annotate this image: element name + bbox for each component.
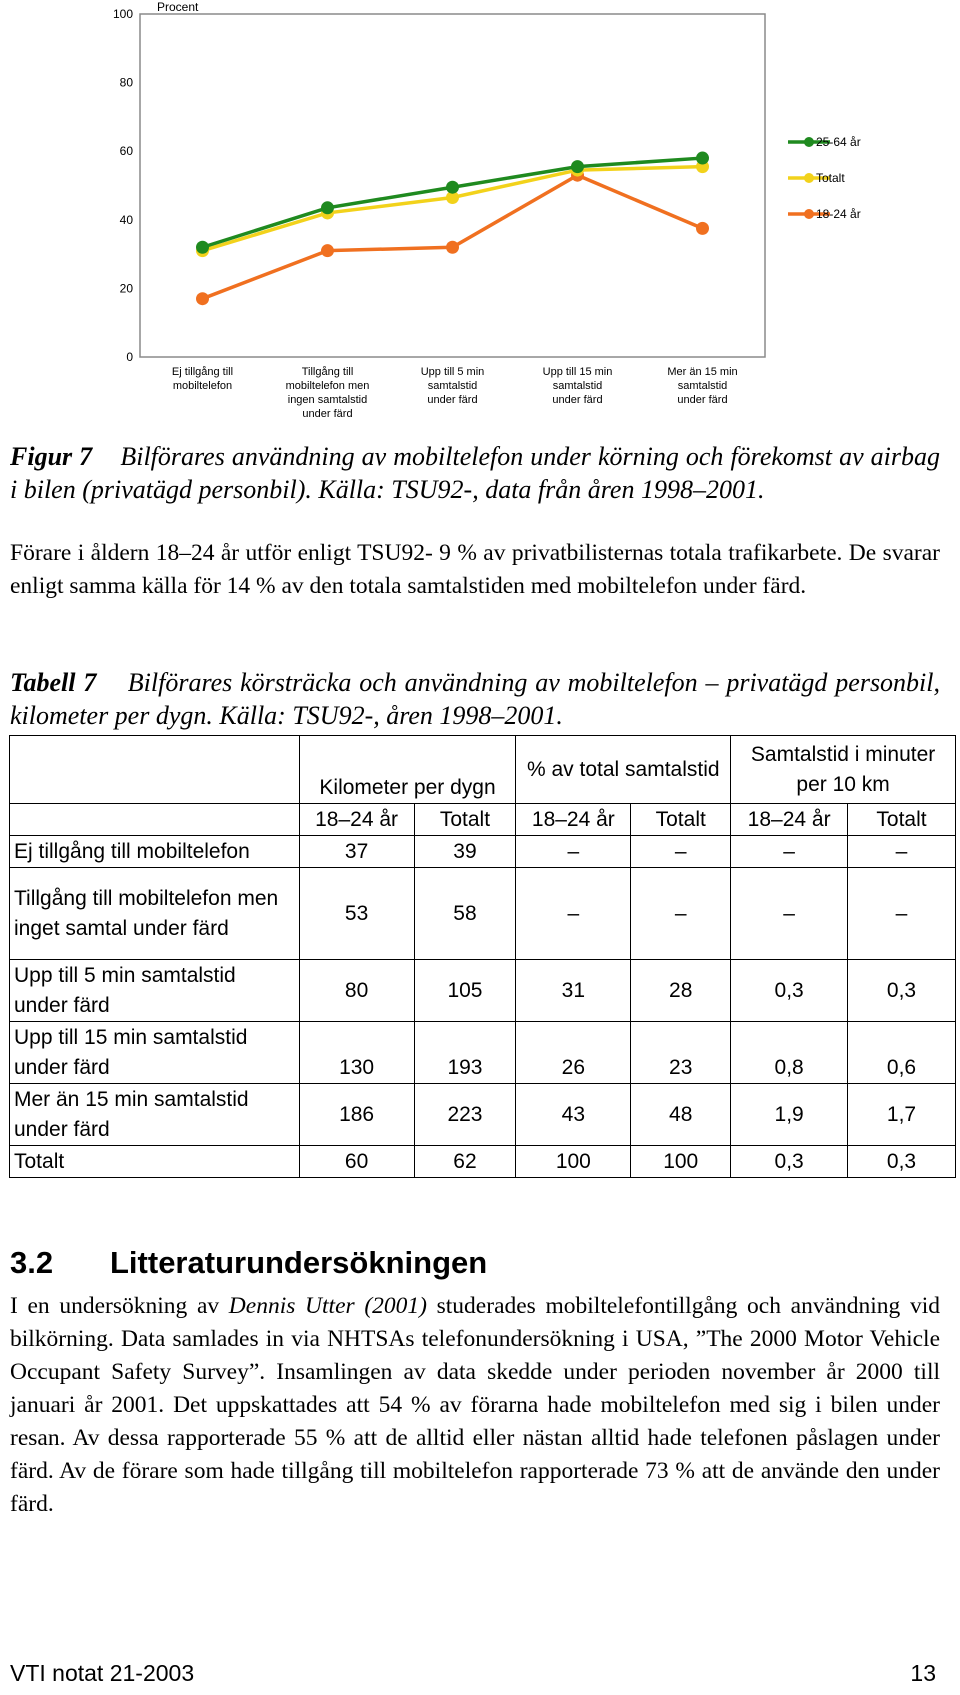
table-caption	[10, 666, 940, 732]
reference: Dennis Utter (2001)	[228, 1293, 427, 1319]
table-cell: 100	[631, 1146, 731, 1178]
y-axis-label: Procent	[157, 0, 199, 14]
table-cell: 60	[299, 1146, 414, 1178]
data-point	[446, 181, 459, 194]
data-point	[321, 201, 334, 214]
y-tick-label: 0	[126, 350, 133, 364]
data-point	[696, 152, 709, 165]
table-row	[10, 836, 956, 868]
column-header: 18–24 år	[299, 804, 414, 836]
table-subheader-row	[10, 804, 956, 836]
x-tick-line: Mer än 15 min	[667, 366, 738, 378]
table-cell: 23	[631, 1022, 731, 1084]
table-cell: 48	[631, 1084, 731, 1146]
paragraph-text: I en undersökning av	[10, 1293, 229, 1319]
table-cell: 0,3	[848, 960, 956, 1022]
table-cell: 43	[516, 1084, 631, 1146]
table-cell: –	[516, 868, 631, 960]
table-label: Tabell 7	[10, 668, 97, 697]
legend-label: Totalt	[816, 171, 845, 185]
data-point	[571, 160, 584, 173]
y-tick-label: 20	[119, 281, 133, 296]
table-cell: –	[731, 868, 848, 960]
table-cell: –	[631, 836, 731, 868]
legend-swatch-marker	[804, 137, 814, 147]
table-row	[10, 1146, 956, 1178]
data-table	[9, 735, 956, 1178]
table-empty-cell	[10, 804, 300, 836]
y-tick-label: 100	[112, 7, 133, 21]
x-tick-line: samtalstid	[427, 380, 478, 392]
x-tick-label	[172, 366, 233, 392]
table-cell: 62	[414, 1146, 516, 1178]
x-tick-line: under färd	[552, 394, 603, 406]
page-number: 13	[910, 1660, 936, 1686]
x-tick-label	[667, 366, 737, 406]
table-cell: 1,7	[848, 1084, 956, 1146]
table-header-row	[10, 736, 956, 804]
row-label: Upp till 15 min samtalstid under färd	[10, 1022, 300, 1084]
table-row	[10, 960, 956, 1022]
table-row	[10, 1022, 956, 1084]
table-row	[10, 868, 956, 960]
x-tick-line: Upp till 5 min	[420, 366, 485, 378]
x-tick-line: mobiltelefon	[172, 380, 233, 392]
table-cell: 105	[414, 960, 516, 1022]
table-cell: 1,9	[731, 1084, 848, 1146]
data-point	[446, 241, 459, 254]
table-cell: 223	[414, 1084, 516, 1146]
row-label: Ej tillgång till mobiltelefon	[10, 836, 300, 868]
y-tick-label: 60	[119, 144, 133, 159]
legend-label: 25-64 år	[816, 135, 861, 149]
column-header: 18–24 år	[731, 804, 848, 836]
table-corner-cell	[10, 736, 300, 804]
footer-left: VTI notat 21-2003	[10, 1660, 195, 1686]
column-header: Totalt	[631, 804, 731, 836]
legend	[788, 135, 861, 221]
table-cell: 0,3	[848, 1146, 956, 1178]
table-cell: 31	[516, 960, 631, 1022]
x-tick-label	[286, 366, 370, 420]
table-cell: –	[848, 836, 956, 868]
x-tick-label	[421, 366, 485, 406]
line-chart	[0, 0, 960, 440]
table-cell: –	[848, 868, 956, 960]
table-cell: –	[516, 836, 631, 868]
column-group-header: Kilometer per dygn	[299, 736, 516, 804]
figure-caption	[10, 440, 940, 506]
table-cell: 100	[516, 1146, 631, 1178]
table-cell: 193	[414, 1022, 516, 1084]
y-tick-label: 80	[119, 75, 133, 90]
table-cell: 58	[414, 868, 516, 960]
row-label: Tillgång till mobiltelefon men inget samtal under färd	[10, 868, 300, 960]
table-cell: 39	[414, 836, 516, 868]
table-cell: 53	[299, 868, 414, 960]
figure-caption-text: Bilförares användning av mobiltelefon under körning och förekomst av airbag i bilen (privatägd personbil). Källa: TSU92-, data från åren 1998–2001.	[10, 442, 940, 504]
column-header: 18–24 år	[516, 804, 631, 836]
legend-label: 18-24 år	[816, 207, 861, 221]
row-label: Mer än 15 min samtalstid under färd	[10, 1084, 300, 1146]
table-cell: 0,8	[731, 1022, 848, 1084]
section-title: Litteraturundersökningen	[110, 1245, 488, 1280]
x-tick-line: samtalstid	[552, 380, 603, 392]
x-tick-label	[543, 366, 613, 406]
body-paragraph: Förare i åldern 18–24 år utför enligt TSU92- 9 % av privatbilisternas totala trafikarbete. De svarar enligt samma källa för 14 % av den totala samtalstiden med mobiltelefon under färd.	[10, 540, 940, 599]
data-point	[196, 292, 209, 305]
table-cell: 37	[299, 836, 414, 868]
legend-swatch-marker	[804, 173, 814, 183]
x-tick-line: Ej tillgång till	[171, 366, 234, 378]
table-cell: 80	[299, 960, 414, 1022]
row-label: Totalt	[10, 1146, 300, 1178]
data-point	[196, 241, 209, 254]
y-tick-label: 40	[119, 212, 133, 227]
data-point	[696, 222, 709, 235]
table-cell: 26	[516, 1022, 631, 1084]
column-header: Totalt	[414, 804, 516, 836]
x-tick-line: under färd	[427, 394, 478, 406]
x-tick-line: Upp till 15 min	[542, 366, 613, 378]
x-axis	[172, 366, 738, 420]
table-row	[10, 1084, 956, 1146]
table-caption-text: Bilförares körsträcka och användning av mobiltelefon – privatägd personbil, kilometer per dygn. Källa: TSU92-, åren 1998–2001.	[10, 668, 941, 730]
table-cell: –	[631, 868, 731, 960]
table-cell: –	[731, 836, 848, 868]
section-heading	[10, 1245, 487, 1281]
x-tick-line: under färd	[677, 394, 728, 406]
section-number: 3.2	[10, 1245, 54, 1280]
x-tick-line: mobiltelefon men	[285, 380, 370, 392]
table-cell: 130	[299, 1022, 414, 1084]
data-point	[321, 244, 334, 257]
figure-label: Figur 7	[10, 442, 93, 471]
y-axis	[113, 7, 133, 364]
legend-swatch-marker	[804, 209, 814, 219]
column-header: Totalt	[848, 804, 956, 836]
column-group-header: % av total samtalstid	[516, 736, 731, 804]
x-tick-line: samtalstid	[677, 380, 728, 392]
x-tick-line: under färd	[302, 408, 353, 420]
table-cell: 0,3	[731, 1146, 848, 1178]
x-tick-line: Tillgång till	[301, 366, 354, 378]
paragraph-text: studerades mobiltelefontillgång och användning vid bilkörning. Data samlades in via NHTSAs telefonundersökning i USA, ”The 2000 Motor Vehicle Occupant Safety Survey”. Insamlingen av data skedde under perioden november år 2000 till januari år 2001. Det uppskattades att 54 % av förarna hade mobiltelefon med sig i bilen under resan. Av dessa rapporterade 55 % att de alltid eller nästan alltid hade telefonen påslagen under färd. Av de förare som hade tillgång till mobiltelefon rapporterade 73 % att de använde den under färd.	[10, 1293, 940, 1517]
x-tick-line: ingen samtalstid	[287, 394, 368, 406]
body-paragraph	[10, 1290, 940, 1521]
table-cell: 0,3	[731, 960, 848, 1022]
row-label: Upp till 5 min samtalstid under färd	[10, 960, 300, 1022]
table-cell: 28	[631, 960, 731, 1022]
table-cell: 186	[299, 1084, 414, 1146]
table-cell: 0,6	[848, 1022, 956, 1084]
column-group-header: Samtalstid i minuter per 10 km	[731, 736, 956, 804]
